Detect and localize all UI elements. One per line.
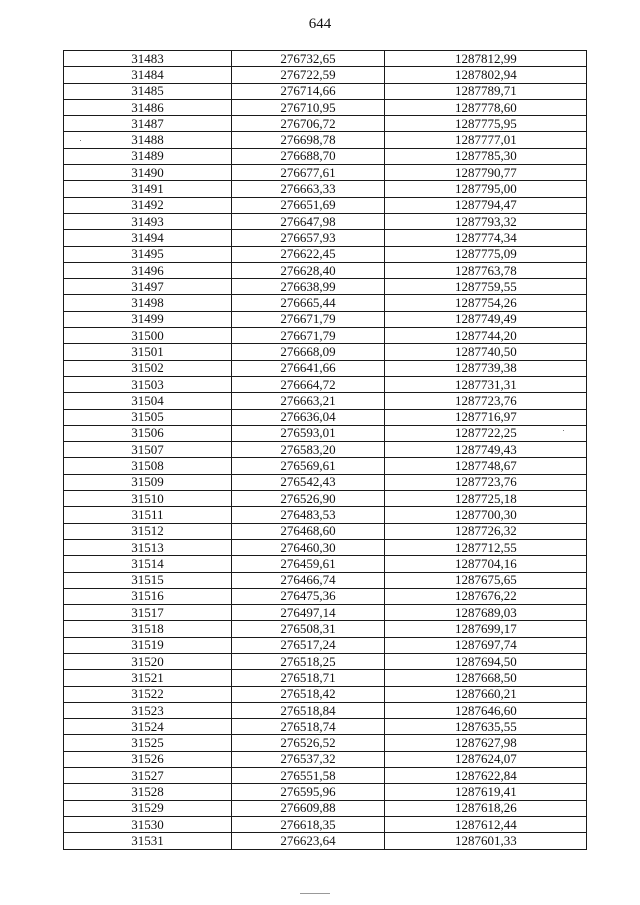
point-number-cell: 31510 [64, 491, 232, 507]
x-coordinate-cell: 276459,61 [232, 556, 385, 572]
x-coordinate-cell: 276628,40 [232, 262, 385, 278]
x-coordinate-cell: 276710,95 [232, 99, 385, 115]
table-row [64, 670, 587, 686]
y-coordinate-cell: 1287744,20 [385, 328, 587, 344]
point-number-cell: 31492 [64, 197, 232, 213]
table-row [64, 686, 587, 702]
x-coordinate-cell: 276698,78 [232, 132, 385, 148]
y-coordinate-cell: 1287812,99 [385, 51, 587, 67]
table-row [64, 605, 587, 621]
x-coordinate-cell: 276508,31 [232, 621, 385, 637]
point-number-cell: 31501 [64, 344, 232, 360]
x-coordinate-cell: 276483,53 [232, 507, 385, 523]
y-coordinate-cell: 1287731,31 [385, 376, 587, 392]
x-coordinate-cell: 276518,84 [232, 702, 385, 718]
y-coordinate-cell: 1287802,94 [385, 67, 587, 83]
point-number-cell: 31493 [64, 213, 232, 229]
table-row [64, 213, 587, 229]
point-number-cell: 31512 [64, 523, 232, 539]
point-number-cell: 31488 [64, 132, 232, 148]
y-coordinate-cell: 1287778,60 [385, 99, 587, 115]
x-coordinate-cell: 276714,66 [232, 83, 385, 99]
x-coordinate-cell: 276551,58 [232, 768, 385, 784]
table-row [64, 800, 587, 816]
x-coordinate-cell: 276671,79 [232, 328, 385, 344]
y-coordinate-cell: 1287723,76 [385, 393, 587, 409]
point-number-cell: 31485 [64, 83, 232, 99]
x-coordinate-cell: 276664,72 [232, 376, 385, 392]
y-coordinate-cell: 1287618,26 [385, 800, 587, 816]
y-coordinate-cell: 1287749,49 [385, 311, 587, 327]
x-coordinate-cell: 276622,45 [232, 246, 385, 262]
table-row [64, 719, 587, 735]
point-number-cell: 31496 [64, 262, 232, 278]
x-coordinate-cell: 276466,74 [232, 572, 385, 588]
table-row [64, 556, 587, 572]
x-coordinate-cell: 276688,70 [232, 148, 385, 164]
y-coordinate-cell: 1287646,60 [385, 702, 587, 718]
point-number-cell: 31520 [64, 653, 232, 669]
table-row [64, 458, 587, 474]
point-number-cell: 31487 [64, 116, 232, 132]
table-row [64, 768, 587, 784]
point-number-cell: 31491 [64, 181, 232, 197]
table-row [64, 816, 587, 832]
y-coordinate-cell: 1287697,74 [385, 637, 587, 653]
y-coordinate-cell: 1287700,30 [385, 507, 587, 523]
table-row [64, 702, 587, 718]
point-number-cell: 31518 [64, 621, 232, 637]
x-coordinate-cell: 276609,88 [232, 800, 385, 816]
y-coordinate-cell: 1287627,98 [385, 735, 587, 751]
point-number-cell: 31530 [64, 816, 232, 832]
table-row [64, 99, 587, 115]
table-row [64, 181, 587, 197]
y-coordinate-cell: 1287712,55 [385, 539, 587, 555]
point-number-cell: 31517 [64, 605, 232, 621]
table-row [64, 230, 587, 246]
y-coordinate-cell: 1287635,55 [385, 719, 587, 735]
point-number-cell: 31494 [64, 230, 232, 246]
y-coordinate-cell: 1287739,38 [385, 360, 587, 376]
table-row [64, 83, 587, 99]
point-number-cell: 31528 [64, 784, 232, 800]
x-coordinate-cell: 276623,64 [232, 833, 385, 849]
x-coordinate-cell: 276468,60 [232, 523, 385, 539]
table-row [64, 344, 587, 360]
x-coordinate-cell: 276641,66 [232, 360, 385, 376]
point-number-cell: 31500 [64, 328, 232, 344]
y-coordinate-cell: 1287675,65 [385, 572, 587, 588]
table-row [64, 51, 587, 67]
y-coordinate-cell: 1287794,47 [385, 197, 587, 213]
x-coordinate-cell: 276668,09 [232, 344, 385, 360]
point-number-cell: 31511 [64, 507, 232, 523]
table-row [64, 588, 587, 604]
y-coordinate-cell: 1287726,32 [385, 523, 587, 539]
table-row [64, 165, 587, 181]
y-coordinate-cell: 1287748,67 [385, 458, 587, 474]
y-coordinate-cell: 1287775,95 [385, 116, 587, 132]
point-number-cell: 31525 [64, 735, 232, 751]
x-coordinate-cell: 276518,71 [232, 670, 385, 686]
table-row [64, 442, 587, 458]
table-row [64, 751, 587, 767]
table-row [64, 491, 587, 507]
point-number-cell: 31527 [64, 768, 232, 784]
point-number-cell: 31524 [64, 719, 232, 735]
x-coordinate-cell: 276518,42 [232, 686, 385, 702]
table-row [64, 67, 587, 83]
x-coordinate-cell: 276647,98 [232, 213, 385, 229]
y-coordinate-cell: 1287793,32 [385, 213, 587, 229]
table-row [64, 295, 587, 311]
table-row [64, 539, 587, 555]
scan-speck [80, 140, 81, 141]
y-coordinate-cell: 1287749,43 [385, 442, 587, 458]
y-coordinate-cell: 1287774,34 [385, 230, 587, 246]
table-row [64, 409, 587, 425]
point-number-cell: 31505 [64, 409, 232, 425]
point-number-cell: 31513 [64, 539, 232, 555]
point-number-cell: 31531 [64, 833, 232, 849]
table-row [64, 653, 587, 669]
y-coordinate-cell: 1287704,16 [385, 556, 587, 572]
y-coordinate-cell: 1287660,21 [385, 686, 587, 702]
y-coordinate-cell: 1287777,01 [385, 132, 587, 148]
y-coordinate-cell: 1287694,50 [385, 653, 587, 669]
y-coordinate-cell: 1287612,44 [385, 816, 587, 832]
y-coordinate-cell: 1287619,41 [385, 784, 587, 800]
x-coordinate-cell: 276517,24 [232, 637, 385, 653]
point-number-cell: 31483 [64, 51, 232, 67]
y-coordinate-cell: 1287725,18 [385, 491, 587, 507]
table-row [64, 279, 587, 295]
x-coordinate-cell: 276526,52 [232, 735, 385, 751]
table-row [64, 328, 587, 344]
coordinates-table-body [64, 51, 587, 850]
point-number-cell: 31502 [64, 360, 232, 376]
table-row [64, 197, 587, 213]
point-number-cell: 31506 [64, 425, 232, 441]
x-coordinate-cell: 276537,32 [232, 751, 385, 767]
scan-speck [563, 430, 564, 431]
x-coordinate-cell: 276460,30 [232, 539, 385, 555]
y-coordinate-cell: 1287624,07 [385, 751, 587, 767]
point-number-cell: 31504 [64, 393, 232, 409]
point-number-cell: 31514 [64, 556, 232, 572]
y-coordinate-cell: 1287789,71 [385, 83, 587, 99]
x-coordinate-cell: 276677,61 [232, 165, 385, 181]
point-number-cell: 31507 [64, 442, 232, 458]
table-row [64, 637, 587, 653]
y-coordinate-cell: 1287740,50 [385, 344, 587, 360]
point-number-cell: 31499 [64, 311, 232, 327]
x-coordinate-cell: 276497,14 [232, 605, 385, 621]
point-number-cell: 31503 [64, 376, 232, 392]
x-coordinate-cell: 276722,59 [232, 67, 385, 83]
point-number-cell: 31515 [64, 572, 232, 588]
x-coordinate-cell: 276569,61 [232, 458, 385, 474]
table-row [64, 246, 587, 262]
table-row [64, 148, 587, 164]
x-coordinate-cell: 276595,96 [232, 784, 385, 800]
point-number-cell: 31486 [64, 99, 232, 115]
y-coordinate-cell: 1287790,77 [385, 165, 587, 181]
y-coordinate-cell: 1287699,17 [385, 621, 587, 637]
x-coordinate-cell: 276732,65 [232, 51, 385, 67]
table-row [64, 833, 587, 849]
y-coordinate-cell: 1287622,84 [385, 768, 587, 784]
point-number-cell: 31495 [64, 246, 232, 262]
point-number-cell: 31526 [64, 751, 232, 767]
x-coordinate-cell: 276663,33 [232, 181, 385, 197]
y-coordinate-cell: 1287775,09 [385, 246, 587, 262]
y-coordinate-cell: 1287668,50 [385, 670, 587, 686]
x-coordinate-cell: 276651,69 [232, 197, 385, 213]
point-number-cell: 31498 [64, 295, 232, 311]
x-coordinate-cell: 276518,25 [232, 653, 385, 669]
table-row [64, 360, 587, 376]
point-number-cell: 31529 [64, 800, 232, 816]
point-number-cell: 31489 [64, 148, 232, 164]
x-coordinate-cell: 276526,90 [232, 491, 385, 507]
y-coordinate-cell: 1287601,33 [385, 833, 587, 849]
x-coordinate-cell: 276706,72 [232, 116, 385, 132]
table-row [64, 735, 587, 751]
point-number-cell: 31484 [64, 67, 232, 83]
y-coordinate-cell: 1287763,78 [385, 262, 587, 278]
coordinates-table [63, 50, 587, 850]
y-coordinate-cell: 1287759,55 [385, 279, 587, 295]
table-row [64, 116, 587, 132]
x-coordinate-cell: 276542,43 [232, 474, 385, 490]
x-coordinate-cell: 276518,74 [232, 719, 385, 735]
page-number: 644 [308, 16, 332, 32]
table-row [64, 621, 587, 637]
point-number-cell: 31522 [64, 686, 232, 702]
table-row [64, 784, 587, 800]
point-number-cell: 31523 [64, 702, 232, 718]
x-coordinate-cell: 276671,79 [232, 311, 385, 327]
point-number-cell: 31509 [64, 474, 232, 490]
x-coordinate-cell: 276636,04 [232, 409, 385, 425]
x-coordinate-cell: 276593,01 [232, 425, 385, 441]
y-coordinate-cell: 1287795,00 [385, 181, 587, 197]
x-coordinate-cell: 276618,35 [232, 816, 385, 832]
point-number-cell: 31497 [64, 279, 232, 295]
table-row [64, 425, 587, 441]
point-number-cell: 31490 [64, 165, 232, 181]
table-row [64, 393, 587, 409]
point-number-cell: 31521 [64, 670, 232, 686]
y-coordinate-cell: 1287676,22 [385, 588, 587, 604]
x-coordinate-cell: 276663,21 [232, 393, 385, 409]
y-coordinate-cell: 1287785,30 [385, 148, 587, 164]
point-number-cell: 31519 [64, 637, 232, 653]
table-row [64, 262, 587, 278]
point-number-cell: 31516 [64, 588, 232, 604]
y-coordinate-cell: 1287716,97 [385, 409, 587, 425]
x-coordinate-cell: 276638,99 [232, 279, 385, 295]
x-coordinate-cell: 276665,44 [232, 295, 385, 311]
x-coordinate-cell: 276583,20 [232, 442, 385, 458]
table-row [64, 572, 587, 588]
table-row [64, 376, 587, 392]
y-coordinate-cell: 1287723,76 [385, 474, 587, 490]
table-row [64, 474, 587, 490]
point-number-cell: 31508 [64, 458, 232, 474]
table-row [64, 132, 587, 148]
table-row [64, 507, 587, 523]
y-coordinate-cell: 1287722,25 [385, 425, 587, 441]
table-row [64, 523, 587, 539]
y-coordinate-cell: 1287754,26 [385, 295, 587, 311]
table-row [64, 311, 587, 327]
x-coordinate-cell: 276657,93 [232, 230, 385, 246]
x-coordinate-cell: 276475,36 [232, 588, 385, 604]
y-coordinate-cell: 1287689,03 [385, 605, 587, 621]
scan-speck [300, 893, 330, 894]
